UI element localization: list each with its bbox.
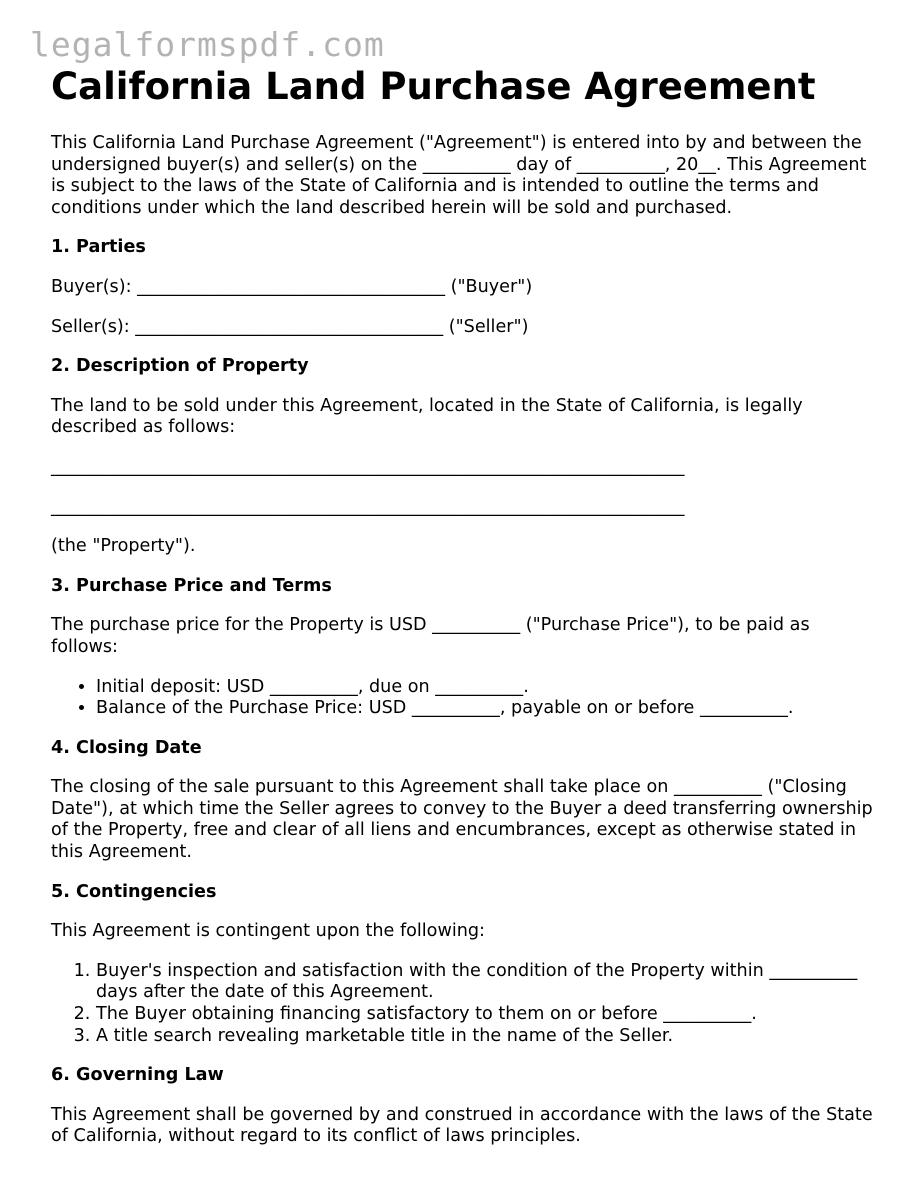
list-item: 2. The Buyer obtaining financing satisfactory to them on or before __________. — [96, 1004, 881, 1026]
payment-list — [51, 677, 881, 720]
section-heading-governing-law: 6. Governing Law — [51, 1065, 224, 1086]
section-heading-closing-date: 4. Closing Date — [51, 737, 202, 758]
property-description: The land to be sold under this Agreement, located in the State of California, is legally described as follows: — [51, 395, 803, 438]
intro-paragraph: This California Land Purchase Agreement ("Agreement") is entered into by and between the undersigned buyer(s) and seller(s) on the __________ day of __________, 20__. This Agreement is subject to the laws of the State of California and is intended to outline the terms and conditions under which the land described herein will be sold and purchased. — [51, 133, 867, 218]
section-heading-price: 3. Purchase Price and Terms — [51, 575, 332, 596]
list-item: • Balance of the Purchase Price: USD __________, payable on or before __________. — [96, 698, 881, 720]
watermark-text: legalformspdf.com — [30, 25, 385, 64]
section-heading-property: 2. Description of Property — [51, 356, 309, 377]
document-title: California Land Purchase Agreement — [51, 65, 816, 108]
document-body — [51, 133, 881, 1166]
contingencies-list — [51, 961, 881, 1047]
contingencies-paragraph: This Agreement is contingent upon the following: — [51, 921, 485, 942]
list-item: 3. A title search revealing marketable title in the name of the Seller. — [96, 1026, 881, 1048]
list-item: 1. Buyer's inspection and satisfaction with the condition of the Property within __________ days after the date of this Agreement. — [96, 961, 881, 1004]
section-heading-contingencies: 5. Contingencies — [51, 881, 217, 902]
property-blank-line-2: ________________________________________________________________________ — [51, 496, 685, 517]
section-heading-parties: 1. Parties — [51, 237, 146, 258]
property-blank-line-1: ________________________________________________________________________ — [51, 456, 685, 477]
property-closing: (the "Property"). — [51, 536, 196, 557]
governing-law-paragraph: This Agreement shall be governed by and construed in accordance with the laws of the State of California, without regard to its conflict of laws principles. — [51, 1104, 873, 1147]
buyer-line: Buyer(s): ___________________________________ ("Buyer") — [51, 276, 533, 297]
list-item: • Initial deposit: USD __________, due on __________. — [96, 677, 881, 699]
seller-line: Seller(s): ___________________________________ ("Seller") — [51, 316, 529, 337]
closing-date-paragraph: The closing of the sale pursuant to this Agreement shall take place on __________ ("Closing Date"), at which time the Seller agrees to convey to the Buyer a deed transferring ownership of the Property, free and clear of all liens and encumbrances, except as otherwise stated in this Agreement. — [51, 777, 873, 863]
price-paragraph: The purchase price for the Property is USD __________ ("Purchase Price"), to be paid as follows: — [51, 615, 810, 657]
